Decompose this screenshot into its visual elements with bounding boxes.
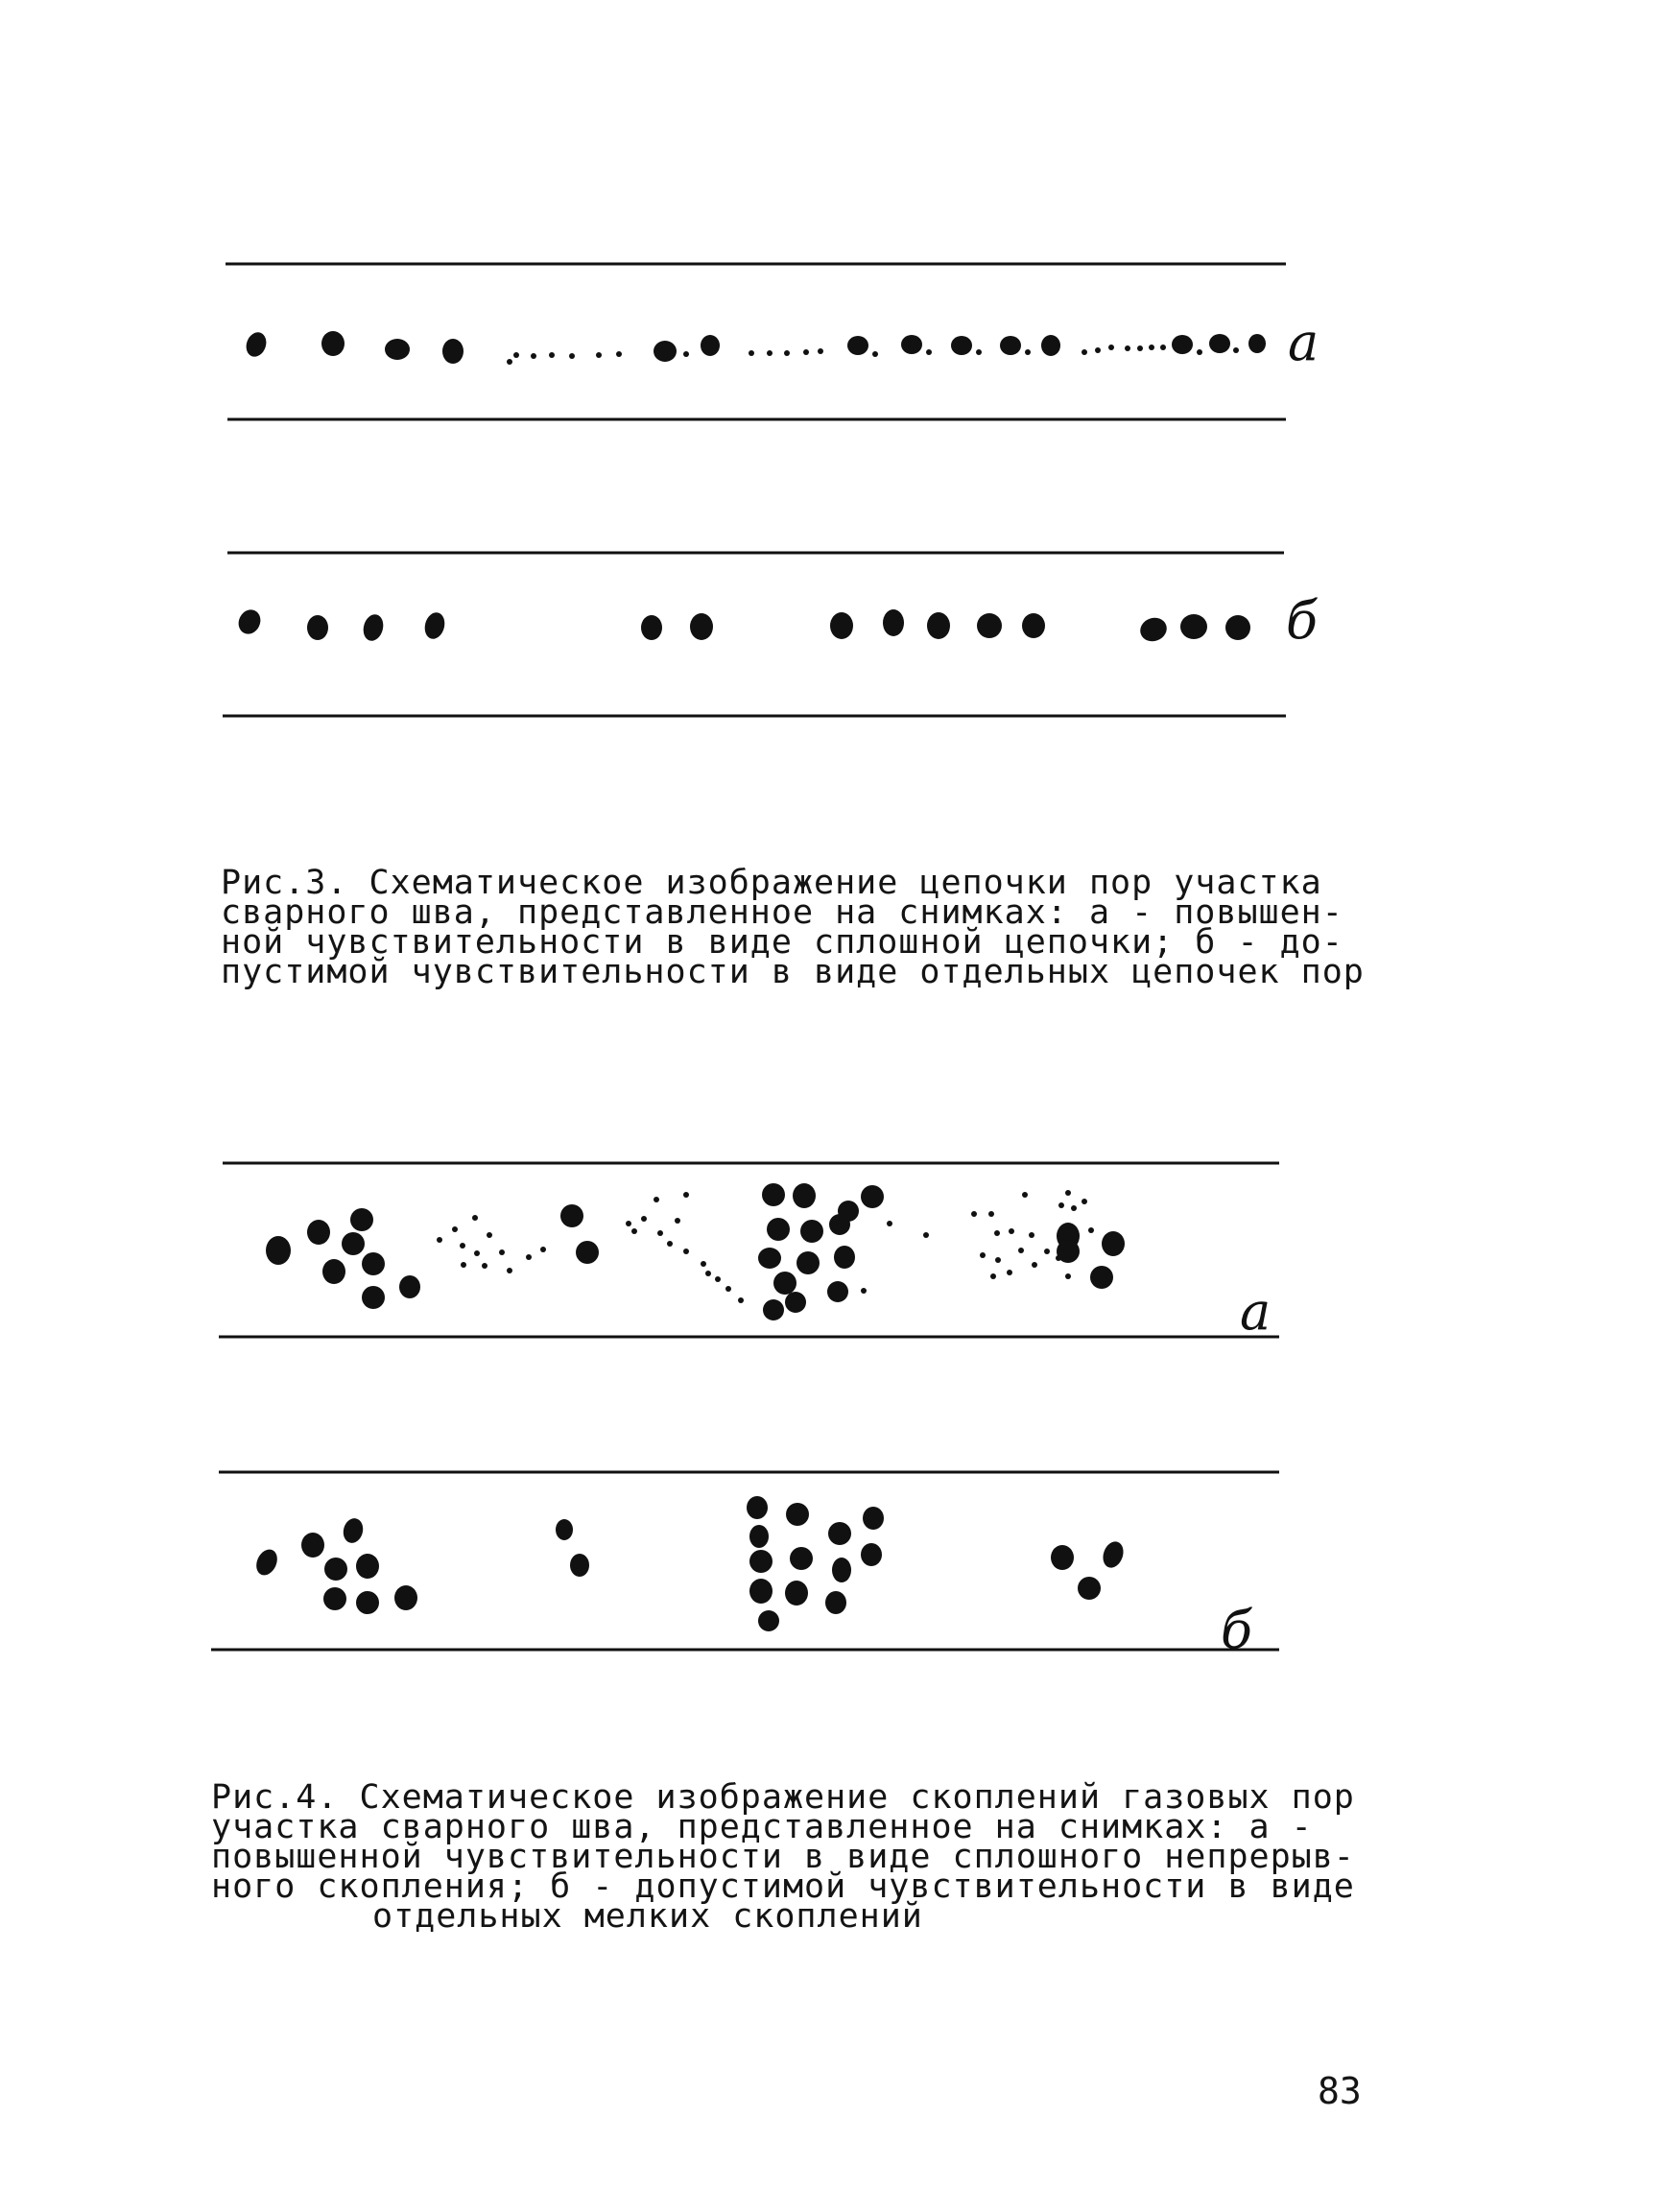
fig4-row-a-label: а [1240,1281,1272,1342]
fig4-row-b-label: б [1221,1600,1252,1660]
caption-line: отдельных мелких скоплений [372,1897,923,1936]
caption-line: ного скопления; б - допустимой чувствительности в виде [211,1867,1355,1906]
figure-3 [223,264,1319,716]
caption-line: Рис.3. Схематическое изображение цепочки пор участка [221,864,1322,902]
page-number: 83 [1318,2070,1362,2112]
caption-line: повышенной чувствительности в виде сплошного непрерыв- [211,1838,1355,1876]
fig3-row-a-pores [243,329,1266,365]
caption-line: Рис.4. Схематическое изображение скоплений газовых пор [211,1778,1355,1817]
fig3-row-b-label: б [1286,590,1318,651]
caption-line: пустимой чувствительности в виде отдельных цепочек пор [221,953,1365,991]
figure-4-caption [211,1778,1355,1936]
fig3-row-a-label: а [1288,312,1319,372]
fig3-seam-lines [223,264,1286,716]
caption-line: сварного шва, представленное на снимках: а - повышен- [221,893,1343,932]
caption-line: участка сварного шва, представленное на снимках: а - [211,1808,1313,1846]
fig4-row-a-pores [266,1183,1125,1320]
fig4-row-b-pores [252,1496,1127,1631]
figure-4 [211,1163,1279,1660]
fig3-row-b-pores [235,607,1250,645]
figure-3-caption [221,864,1365,991]
caption-line: ной чувствительности в виде сплошной цепочки; б - до- [221,923,1343,962]
